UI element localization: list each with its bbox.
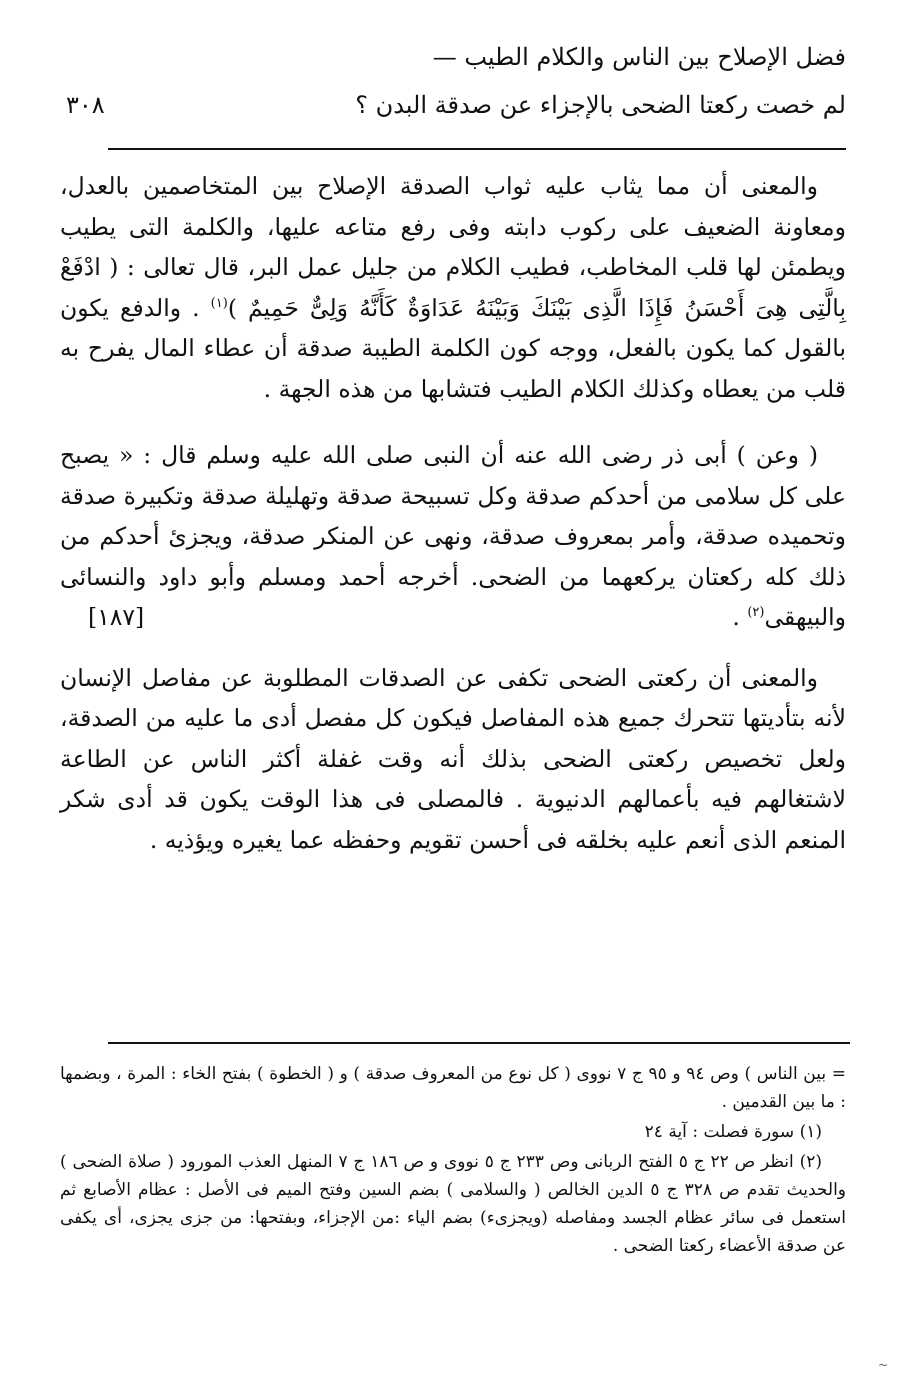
paragraph-1-rest: . والدفع يكون بالقول كما يكون بالفعل، ووجه كون الكلمة الطيبة صدقة أن عطاء المال يفرح به قلب من يعطاه وكذلك الكلام الطيب فتشابها من هذه الجهة . — [60, 293, 846, 403]
header-subtitle: لم خصت ركعتا الضحى بالإجزاء عن صدقة البدن ؟ — [355, 91, 846, 119]
paragraph-2-text: ( وعن ) أبى ذر رضى الله عنه أن النبى صلى الله عليه وسلم قال : « يصبح على كل سلامى من أحدكم صدقة وكل تسبيحة صدقة وتهليلة صدقة وتكبيرة صدقة وتحميده صدقة، وأمر بمعروف صدقة، ونهى عن المنكر صدقة، ويجزئ أحدكم من ذلك كله ركعتان يركعهما من الضحى. أخرجه أحمد ومسلم وأبو داود والنسائى والبيهقى — [60, 441, 846, 631]
footnotes — [60, 1060, 846, 1262]
paragraph-1-text: والمعنى أن مما يثاب عليه ثواب الصدقة الإصلاح بين المتخاصمين بالعدل، ومعاونة الضعيف على ركوب دابته وفى رفع متاعه عليها، والكلمة التى يطيب ويطمئن لها قلب المخاطب، فطيب الكلام من جليل عمل البر، قال تعالى : ( ادْفَعْ بِالَّتِى هِىَ أَحْسَنُ فَإِذَا الَّذِى بَيْنَكَ وَبَيْنَهُ عَدَاوَةٌ كَأَنَّهُ وَلِىٌّ حَمِيمٌ ) — [60, 172, 846, 322]
running-header-line1 — [66, 40, 846, 74]
header-rule — [108, 148, 846, 150]
paragraph-2 — [60, 435, 846, 638]
footnote-rule — [108, 1042, 850, 1044]
paragraph-3 — [60, 658, 846, 861]
footnote-continuation: = بين الناس ) وص ٩٤ و ٩٥ ج ٧ نووى ( كل نوع من المعروف صدقة ) و ( الخطوة ) بفتح الخاء : المرة ، وبضمها : ما بين القدمين . — [60, 1064, 846, 1112]
scan-mark: ~ — [878, 1358, 889, 1372]
main-text — [60, 166, 846, 860]
paragraph-2-end: . — [732, 603, 748, 631]
hadith-number: [١٨٧] — [88, 603, 145, 631]
footnote-marker-1: (١) — [210, 295, 228, 311]
running-header-line2 — [66, 88, 846, 122]
footnote-marker-2: (٢) — [747, 605, 765, 621]
header-title: فضل الإصلاح بين الناس والكلام الطيب — — [432, 43, 846, 71]
paragraph-1 — [60, 166, 846, 409]
paragraph-3-text: والمعنى أن ركعتى الضحى تكفى عن الصدقات المطلوبة عن مفاصل الإنسان لأنه بتأديتها تتحرك جميع هذه المفاصل فيكون كل مفصل أدى ما عليه من الصدقة، ولعل تخصيص ركعتى الضحى بذلك أنه وقت غفلة أكثر الناس عن الطاعة لاشتغالهم فيه بأعمالهم الدنيوية . فالمصلى فى هذا الوقت يكون قد أدى شكر المنعم الذى أنعم عليه بخلقه فى أحسن تقويم وحفظه عما يغيره ويؤذيه . — [60, 663, 846, 854]
footnote-2: (٢) انظر ص ٢٢ ج ٥ الفتح الربانى وص ٢٣٣ ج ٥ نووى و ص ١٨٦ ج ٧ المنهل العذب المورود ( صلاة الضحى ) والحديث تقدم ص ٣٢٨ ج ٥ الدين الخالص ( والسلامى ) بضم السين وفتح الميم فى الأصل : عظام الأصابع ثم استعمل فى سائر عظام الجسد ومفاصله (ويجزىء) بضم الياء :من الإجزاء، وبفتحها: من جزى يجزى، أى يكفى عن صدقة الأعضاء ركعتا الضحى . — [60, 1152, 847, 1256]
footnote-1: (١) سورة فصلت : آية ٢٤ — [644, 1122, 822, 1142]
page-number: ٣٠٨ — [66, 91, 105, 119]
